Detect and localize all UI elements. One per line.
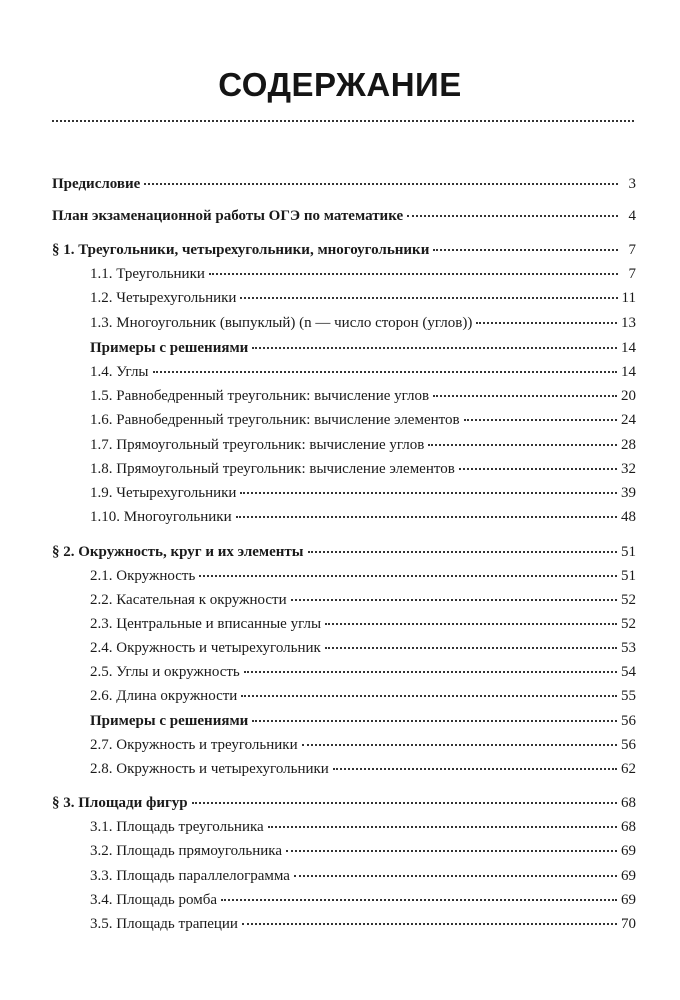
toc-page-number: 51 [621,568,636,584]
toc-entry-text: Длина окружности [116,688,238,704]
toc-entry-number: 1.3. [90,315,113,331]
toc-subsection-entry [90,914,636,934]
toc-page-number: 24 [621,412,636,428]
toc-dot-leader [325,647,617,649]
toc-subsection-entry [90,614,636,634]
toc-subsection-entry [90,410,636,430]
toc-dot-leader [302,744,617,746]
toc-page-number: 52 [621,616,636,632]
toc-page-number: 3 [628,176,636,192]
toc-entry-number: 2.3. [90,616,113,632]
toc-entry-text: Площадь ромба [116,892,217,908]
toc-entry-label [90,614,321,634]
toc-entry-text: Прямоугольный треугольник: вычисление углов [116,437,425,453]
toc-dot-leader [240,297,617,299]
toc-entry-label [90,288,236,308]
toc-page-number: 55 [621,688,636,704]
toc-entry-label [90,890,217,910]
toc-page-number: 11 [621,290,636,306]
toc-entry-number: 2.6. [90,688,113,704]
toc-entry-text: Многоугольники [123,509,232,525]
toc-page-number: 7 [628,242,636,258]
toc-page-number: 52 [621,592,636,608]
toc-entry-label [52,206,403,226]
toc-examples-entry [90,338,636,358]
toc-entry-label [90,841,282,861]
toc-dot-leader [236,516,617,518]
toc-entry-text: Окружность и четырехугольник [116,640,321,656]
toc-dot-leader [240,492,617,494]
toc-subsection-entry [90,890,636,910]
toc-entry-text: Прямоугольный треугольник: вычисление элементов [116,461,455,477]
toc-entry-number: 3.5. [90,916,113,932]
toc-entry-number: 1.9. [90,485,113,501]
toc-entry-number: 2.2. [90,592,113,608]
toc-entry-text: Треугольники [116,266,205,282]
toc-page-number: 48 [621,509,636,525]
toc-subsection-entry [90,386,636,406]
toc-page-number: 20 [621,388,636,404]
toc-entry-label [90,914,238,934]
toc-dot-leader [221,899,617,901]
toc-dot-leader [459,468,617,470]
toc-entry-text: Окружность [116,568,196,584]
toc-entry-number: 2.1. [90,568,113,584]
toc-entry-label [52,174,140,194]
toc-dot-leader [286,850,617,852]
toc-examples-entry [90,711,636,731]
toc-section-entry [52,542,636,562]
toc-entry-text: § 3. Площади фигур [52,795,188,811]
toc-entry-label [90,590,287,610]
toc-dot-leader [153,371,617,373]
toc-subsection-entry [90,435,636,455]
toc-dot-leader [252,720,617,722]
toc-entry-label [90,410,460,430]
toc-subsection-entry [90,459,636,479]
toc-dot-leader [325,623,617,625]
toc-entry-label [90,435,424,455]
toc-entry-label [90,735,298,755]
toc-page-number: 69 [621,892,636,908]
toc-entry-number: 1.1. [90,266,113,282]
toc-subsection-entry [90,735,636,755]
toc-entry-text: Предисловие [52,176,141,192]
toc-dot-leader [291,599,617,601]
toc-page-number: 13 [621,315,636,331]
toc-dot-leader [294,875,617,877]
toc-subsection-entry [90,759,636,779]
toc-subsection-entry [90,483,636,503]
toc-entry-text: Площадь прямоугольника [116,843,283,859]
toc-dot-leader [241,695,617,697]
toc-page-number: 68 [621,795,636,811]
toc-entry-number: 3.3. [90,868,113,884]
toc-dot-leader [209,273,618,275]
toc-page-number: 54 [621,664,636,680]
toc-dot-leader [333,768,617,770]
toc-entry-text: Площадь трапеции [116,916,238,932]
toc-section-entry [52,793,636,813]
toc-subsection-entry [90,590,636,610]
toc-entry-number: 2.4. [90,640,113,656]
toc-page-number: 70 [621,916,636,932]
toc-dot-leader [144,183,618,185]
toc-entry-label [52,793,188,813]
toc-entry-number: 2.7. [90,737,113,753]
toc-entry-number: 1.4. [90,364,113,380]
toc-entry-label [90,338,248,358]
toc-entry-text: Центральные и вписанные углы [116,616,322,632]
toc-dot-leader [308,551,618,553]
toc-page-number: 28 [621,437,636,453]
toc-entry-number: 2.8. [90,761,113,777]
toc-dot-leader [192,802,617,804]
toc-top-entry [52,174,636,194]
toc-page-number: 51 [621,544,636,560]
toc-subsection-entry [90,288,636,308]
toc-subsection-entry [90,686,636,706]
toc-entry-label [90,566,195,586]
toc-page-number: 68 [621,819,636,835]
toc-entry-number: 3.1. [90,819,113,835]
toc-entry-text: Четырехугольники [116,290,237,306]
toc-entry-label [52,542,304,562]
toc-subsection-entry [90,638,636,658]
toc-entry-label [90,313,472,333]
toc-subsection-entry [90,264,636,284]
toc-entry-text: План экзаменационной работы ОГЭ по математике [52,208,404,224]
toc-entry-text: Площадь треугольника [116,819,264,835]
toc-subsection-entry [90,313,636,333]
toc-page-number: 53 [621,640,636,656]
toc-entry-text: § 1. Треугольники, четырехугольники, многоугольники [52,242,430,258]
toc-entry-text: Многоугольник (выпуклый) (n — число сторон (углов)) [116,315,473,331]
toc-page-number: 7 [628,266,636,282]
toc-entry-label [90,686,237,706]
toc-entry-number: 3.2. [90,843,113,859]
toc-page-number: 14 [621,364,636,380]
toc-entry-text: Углы [116,364,149,380]
toc-entry-text: Равнобедренный треугольник: вычисление углов [116,388,430,404]
toc-page-number: 32 [621,461,636,477]
toc-entry-label [90,386,429,406]
toc-dot-leader [433,395,617,397]
toc-page-number: 14 [621,340,636,356]
page-title: СОДЕРЖАНИЕ [218,66,462,103]
toc-subsection-entry [90,566,636,586]
toc-page-number: 39 [621,485,636,501]
toc-subsection-entry [90,507,636,527]
toc-entry-number: 2.5. [90,664,113,680]
toc-entry-number: 1.7. [90,437,113,453]
toc-subsection-entry [90,841,636,861]
toc-entry-number: 1.8. [90,461,113,477]
toc-page-number: 56 [621,713,636,729]
toc-dot-leader [268,826,617,828]
toc-page-number: 69 [621,843,636,859]
toc-entry-label [90,264,205,284]
toc-entry-label [90,362,149,382]
toc-entry-label [90,817,264,837]
toc-entry-number: 1.2. [90,290,113,306]
toc-entry-text: Окружность и треугольники [116,737,298,753]
toc-page-number: 4 [628,208,636,224]
toc-entry-label [90,483,236,503]
toc-subsection-entry [90,662,636,682]
toc-entry-label [90,759,329,779]
toc-dot-leader [407,215,618,217]
toc-dot-leader [252,347,617,349]
toc-entry-label [90,507,232,527]
toc-dot-leader [464,419,617,421]
toc-entry-number: 1.10. [90,509,120,525]
toc-entry-label [90,866,290,886]
toc-entry-label [90,638,321,658]
toc-dot-leader [199,575,617,577]
toc-entry-text: Касательная к окружности [116,592,287,608]
toc-page-number: 69 [621,868,636,884]
toc-entry-number: 1.5. [90,388,113,404]
toc-subsection-entry [90,817,636,837]
toc-section-entry [52,240,636,260]
toc-entry-label [52,240,429,260]
toc-subsection-entry [90,362,636,382]
toc-dot-leader [428,444,617,446]
toc-subsection-entry [90,866,636,886]
toc-entry-label [90,662,240,682]
toc-entry-text: Четырехугольники [116,485,237,501]
toc-page-number: 56 [621,737,636,753]
toc-entry-text: § 2. Окружность, круг и их элементы [52,544,304,560]
toc-dot-leader [433,249,618,251]
toc-entry-number: 1.6. [90,412,113,428]
toc-entry-text: Примеры с решениями [90,340,249,356]
toc-dot-leader [476,322,617,324]
toc-page-number: 62 [621,761,636,777]
toc-entry-text: Площадь параллелограмма [116,868,290,884]
toc-dot-leader [244,671,617,673]
toc-entry-text: Окружность и четырехугольники [116,761,329,777]
toc-entry-number: 3.4. [90,892,113,908]
toc-dot-leader [242,923,617,925]
toc-entry-text: Равнобедренный треугольник: вычисление элементов [116,412,460,428]
toc-entry-label [90,711,248,731]
toc-entry-text: Примеры с решениями [90,713,249,729]
toc-entry-text: Углы и окружность [116,664,240,680]
toc-entry-label [90,459,455,479]
toc-top-entry [52,206,636,226]
